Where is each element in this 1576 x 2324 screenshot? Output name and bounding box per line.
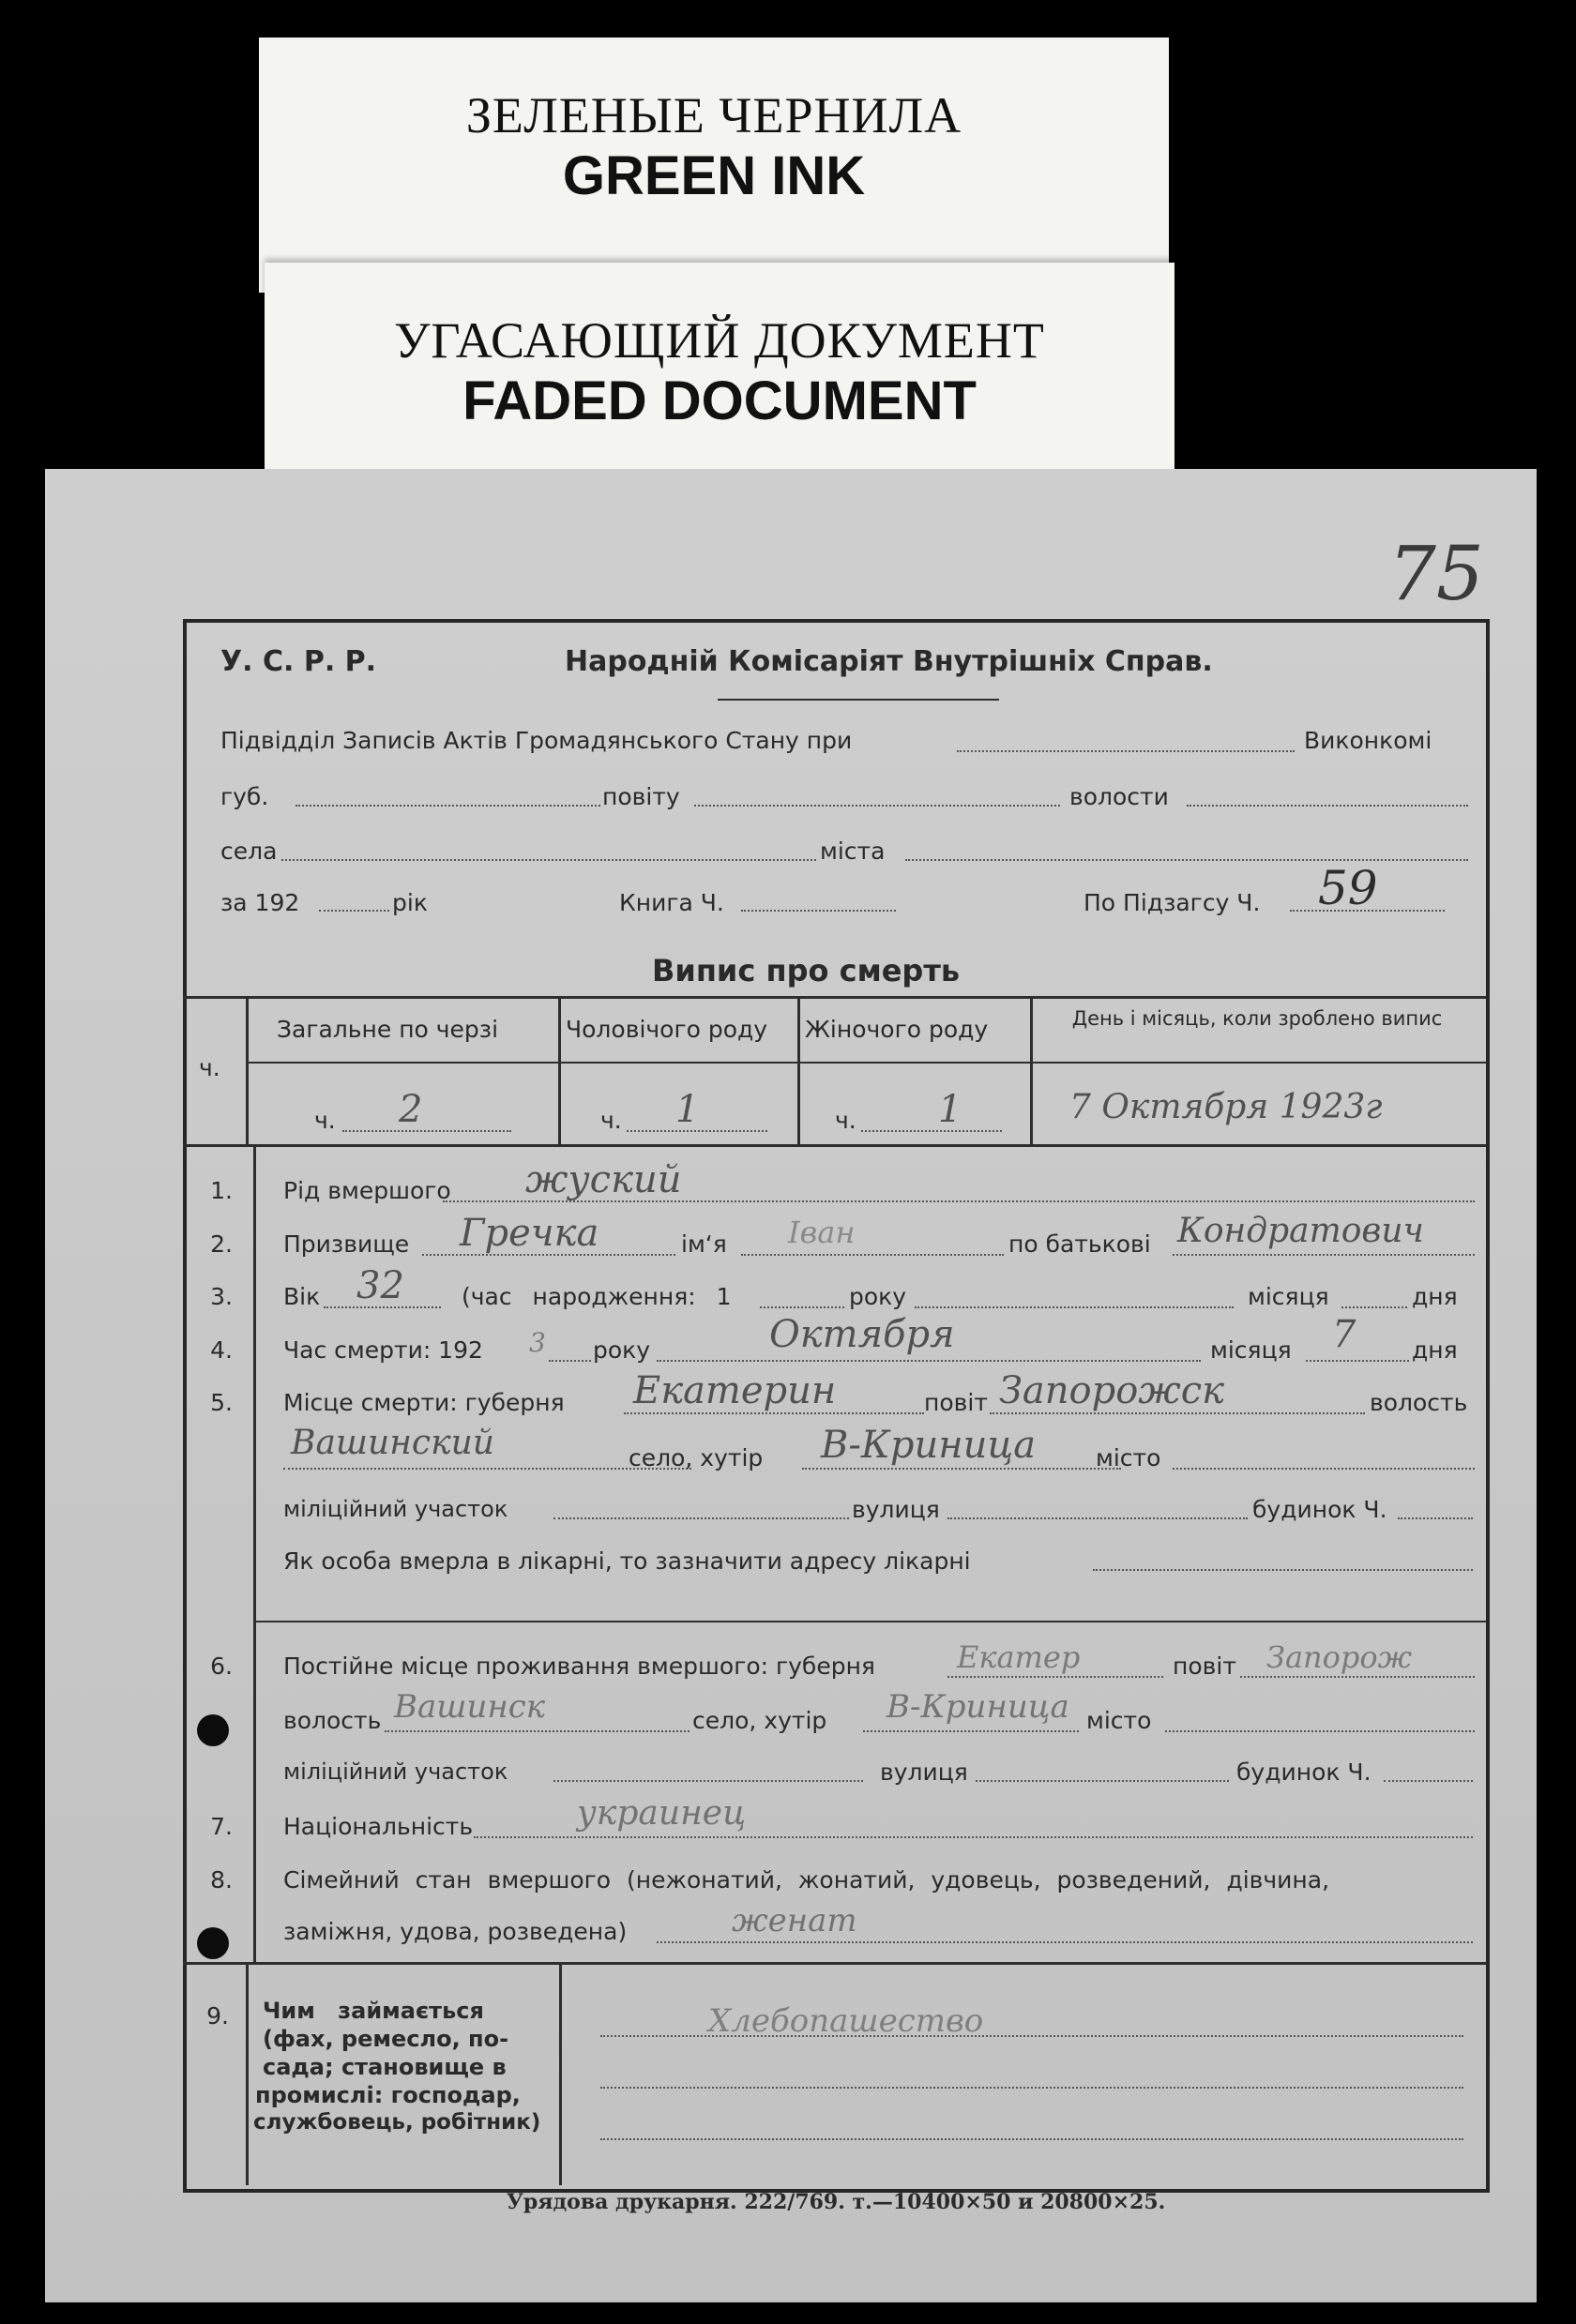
r5-police-label: міліційний участок [283, 1496, 508, 1522]
row-number: 2. [210, 1230, 233, 1258]
r3-age-value: 32 [356, 1264, 404, 1307]
r5-street-line [947, 1517, 1248, 1519]
r4-year-value: 3 [529, 1327, 546, 1358]
r2-patronymic-label: по батькові [1008, 1230, 1151, 1258]
r8-label2: заміжня, удова, розведена) [283, 1918, 628, 1945]
r3-month-label: місяця [1248, 1283, 1329, 1310]
r5-house-label: будинок Ч. [1252, 1496, 1387, 1523]
col-divider [558, 996, 561, 1146]
r6-volost-line [385, 1730, 690, 1732]
total-value: 2 [399, 1088, 423, 1131]
r4-day-label: дня [1412, 1336, 1458, 1364]
r5-povit-line [990, 1412, 1365, 1414]
ussr-label: У. С. Р. Р. [220, 645, 377, 678]
r6-gub-line [947, 1676, 1163, 1678]
r2-surname-value: Гречка [460, 1212, 599, 1255]
col-date-header: День і місяць, коли зроблено випис [1071, 1007, 1443, 1030]
r9-line [600, 2138, 1463, 2140]
table-bottom-rule [183, 1144, 1486, 1147]
r3-year-label: року [849, 1283, 907, 1310]
r9-value: Хлебопашество [708, 2002, 984, 2040]
year-prefix: за 192 [220, 889, 300, 916]
r6-street-label: вулиця [880, 1758, 968, 1786]
executive-label: Виконкомі [1304, 727, 1432, 754]
misto-line [905, 859, 1468, 861]
r9-label-1: Чим займається [263, 1998, 484, 2024]
r1-value: жуский [525, 1158, 682, 1201]
r6-misto-line [1165, 1730, 1475, 1732]
book-line [741, 910, 896, 912]
table-header-rule [246, 1062, 1486, 1064]
r4-day-line [1306, 1360, 1409, 1362]
r6-selo-value: В-Криница [886, 1688, 1069, 1726]
gub-line [296, 805, 600, 807]
r4-month-label: місяця [1210, 1336, 1292, 1364]
r7-value: украинец [577, 1794, 747, 1833]
r9-label-3: сада; становище в [263, 2054, 507, 2080]
section-rule [253, 1621, 1486, 1622]
r2-patronymic-value: Кондратович [1177, 1212, 1424, 1250]
year-line [319, 910, 389, 912]
faded-document-ru: УГАСАЮЩИЙ ДОКУМЕНТ [394, 312, 1045, 369]
male-value: 1 [675, 1088, 700, 1131]
subdivision-line [957, 750, 1295, 752]
r5-povit-value: Запорожск [999, 1369, 1225, 1412]
r5-place-label: Місце смерти: губерня [283, 1389, 565, 1416]
green-ink-en: GREEN INK [562, 145, 866, 206]
r5-volost-label: волость [1370, 1389, 1468, 1416]
header-rule [718, 699, 999, 701]
r5-volost-value: Вашинский [291, 1424, 494, 1462]
female-value: 1 [938, 1088, 962, 1131]
col-divider [797, 996, 800, 1146]
r9-line [600, 2087, 1463, 2089]
r3-birth-label: (час народження: 1 [462, 1283, 732, 1310]
r8-line [657, 1941, 1473, 1943]
row-number: 3. [210, 1283, 233, 1310]
faded-document-sticker [265, 263, 1174, 469]
r4-month-line [657, 1360, 1201, 1362]
body-left-divider [253, 1146, 256, 1962]
r6-house-label: будинок Ч. [1236, 1758, 1371, 1786]
year-suffix: рік [392, 889, 428, 916]
povit-label: повіту [602, 783, 680, 810]
r8-label: Сімейний стан вмершого (нежонатий, жонатий, удовець, розведений, дівчина, [283, 1866, 1330, 1894]
r4-year-label: року [593, 1336, 651, 1364]
female-line [861, 1130, 1002, 1132]
r5-hospital-line [1093, 1569, 1473, 1571]
section9-label-divider [559, 1962, 562, 2185]
count-ch-label: ч. [199, 1054, 220, 1081]
book-label: Книга Ч. [619, 889, 724, 916]
r5-selo-value: В-Криница [821, 1424, 1037, 1467]
r7-line [474, 1836, 1473, 1838]
r5-gub-value: Екатерин [633, 1369, 837, 1412]
col-divider [246, 996, 249, 1146]
r2-name-label: ім‘я [681, 1230, 727, 1258]
row-number: 9. [206, 2002, 229, 2030]
selo-label: села [220, 838, 278, 865]
r9-label-4: промислі: господар, [255, 2082, 521, 2108]
r3-day-line [1341, 1306, 1407, 1308]
col-total-header: Загальне по черзі [277, 1016, 499, 1043]
r5-povit-label: повіт [924, 1389, 988, 1416]
row-number: 4. [210, 1336, 233, 1364]
r6-police-line [553, 1780, 863, 1782]
gub-label: губ. [220, 783, 269, 810]
date-value: 7 Октября 1923г [1069, 1088, 1383, 1126]
table-top-rule [183, 996, 1486, 999]
r5-gub-line [624, 1412, 924, 1414]
r5-house-line [1398, 1517, 1473, 1519]
commissariat-title: Народній Комісаріят Внутрішніх Справ. [565, 645, 1213, 678]
r3-day-label: дня [1412, 1283, 1458, 1310]
green-ink-ru: ЗЕЛЕНЫЕ ЧЕРНИЛА [465, 87, 962, 143]
r7-label: Національність [283, 1813, 474, 1840]
r2-name-value: Іван [788, 1215, 856, 1250]
r3-month-line [915, 1306, 1234, 1308]
row-number: 7. [210, 1813, 233, 1840]
row-number: 6. [210, 1652, 233, 1680]
r5-misto-line [1173, 1468, 1475, 1470]
col-male-header: Чоловічого роду [566, 1016, 768, 1043]
female-ch: ч. [835, 1107, 856, 1134]
r3-age-label: Вік [283, 1283, 321, 1310]
r4-year-line [549, 1360, 591, 1362]
col-female-header: Жіночого роду [805, 1016, 989, 1043]
document-title: Випис про смерть [652, 953, 961, 988]
r6-selo-line [863, 1730, 1079, 1732]
r6-povit-label: повіт [1173, 1652, 1236, 1680]
green-ink-sticker [259, 38, 1169, 293]
r9-label-5: службовець, робітник) [253, 2110, 541, 2135]
r6-gub-value: Екатер [957, 1639, 1081, 1675]
row-number: 8. [210, 1866, 233, 1894]
r5-selo-label: село, хутір [629, 1444, 764, 1471]
volost-line [1187, 805, 1468, 807]
r6-street-line [976, 1780, 1229, 1782]
faded-document-en: FADED DOCUMENT [462, 370, 977, 431]
r5-hospital-label: Як особа вмерла в лікарні, то зазначити адресу лікарні [283, 1547, 971, 1575]
r6-house-line [1384, 1780, 1473, 1782]
r2-name-line [741, 1254, 1004, 1256]
archive-page-number: 75 [1388, 530, 1484, 617]
r6-police-label: міліційний участок [283, 1758, 508, 1785]
r6-povit-line [1240, 1676, 1475, 1678]
r4-death-label: Час смерти: 192 [283, 1336, 483, 1364]
section9-top-rule [183, 1962, 1486, 1965]
r6-volost-label: волость [283, 1707, 382, 1734]
r5-street-label: вулиця [852, 1496, 940, 1523]
volost-label: волости [1069, 783, 1169, 810]
misto-label: міста [820, 838, 886, 865]
subdivision-label: Підвідділ Записів Актів Громадянського Стану при [220, 727, 853, 754]
subrecord-label: По Підзагсу Ч. [1084, 889, 1261, 916]
row-number: 1. [210, 1177, 233, 1204]
r4-day-value: 7 [1332, 1313, 1356, 1356]
male-ch: ч. [600, 1107, 622, 1134]
r6-volost-value: Вашинск [394, 1688, 546, 1726]
r2-patronymic-line [1173, 1254, 1475, 1256]
total-line [342, 1130, 511, 1132]
r3-year-line [760, 1306, 844, 1308]
r5-misto-label: місто [1096, 1444, 1161, 1471]
total-ch: ч. [314, 1107, 336, 1134]
r6-misto-label: місто [1086, 1707, 1152, 1734]
r4-month-value: Октября [769, 1313, 955, 1356]
r1-label: Рід вмершого [283, 1177, 451, 1204]
subrecord-value: 59 [1318, 861, 1378, 915]
r5-selo-line [802, 1468, 1121, 1470]
r6-povit-value: Запорож [1266, 1639, 1413, 1675]
r9-label-2: (фах, ремесло, по- [263, 2026, 509, 2052]
r6-selo-label: село, хутір [692, 1707, 827, 1734]
section9-left-divider [246, 1962, 249, 2185]
col-divider [1030, 996, 1033, 1146]
r8-value: женат [732, 1902, 857, 1939]
printer-footer: Урядова друкарня. 222/769. т.—10400×50 и 20800×25. [507, 2190, 1166, 2214]
selo-line [281, 859, 816, 861]
r5-police-line [553, 1517, 849, 1519]
r2-surname-label: Призвище [283, 1230, 410, 1258]
row-number: 5. [210, 1389, 233, 1416]
r6-place-label: Постійне місце проживання вмершого: губерня [283, 1652, 875, 1680]
povit-line [694, 805, 1060, 807]
